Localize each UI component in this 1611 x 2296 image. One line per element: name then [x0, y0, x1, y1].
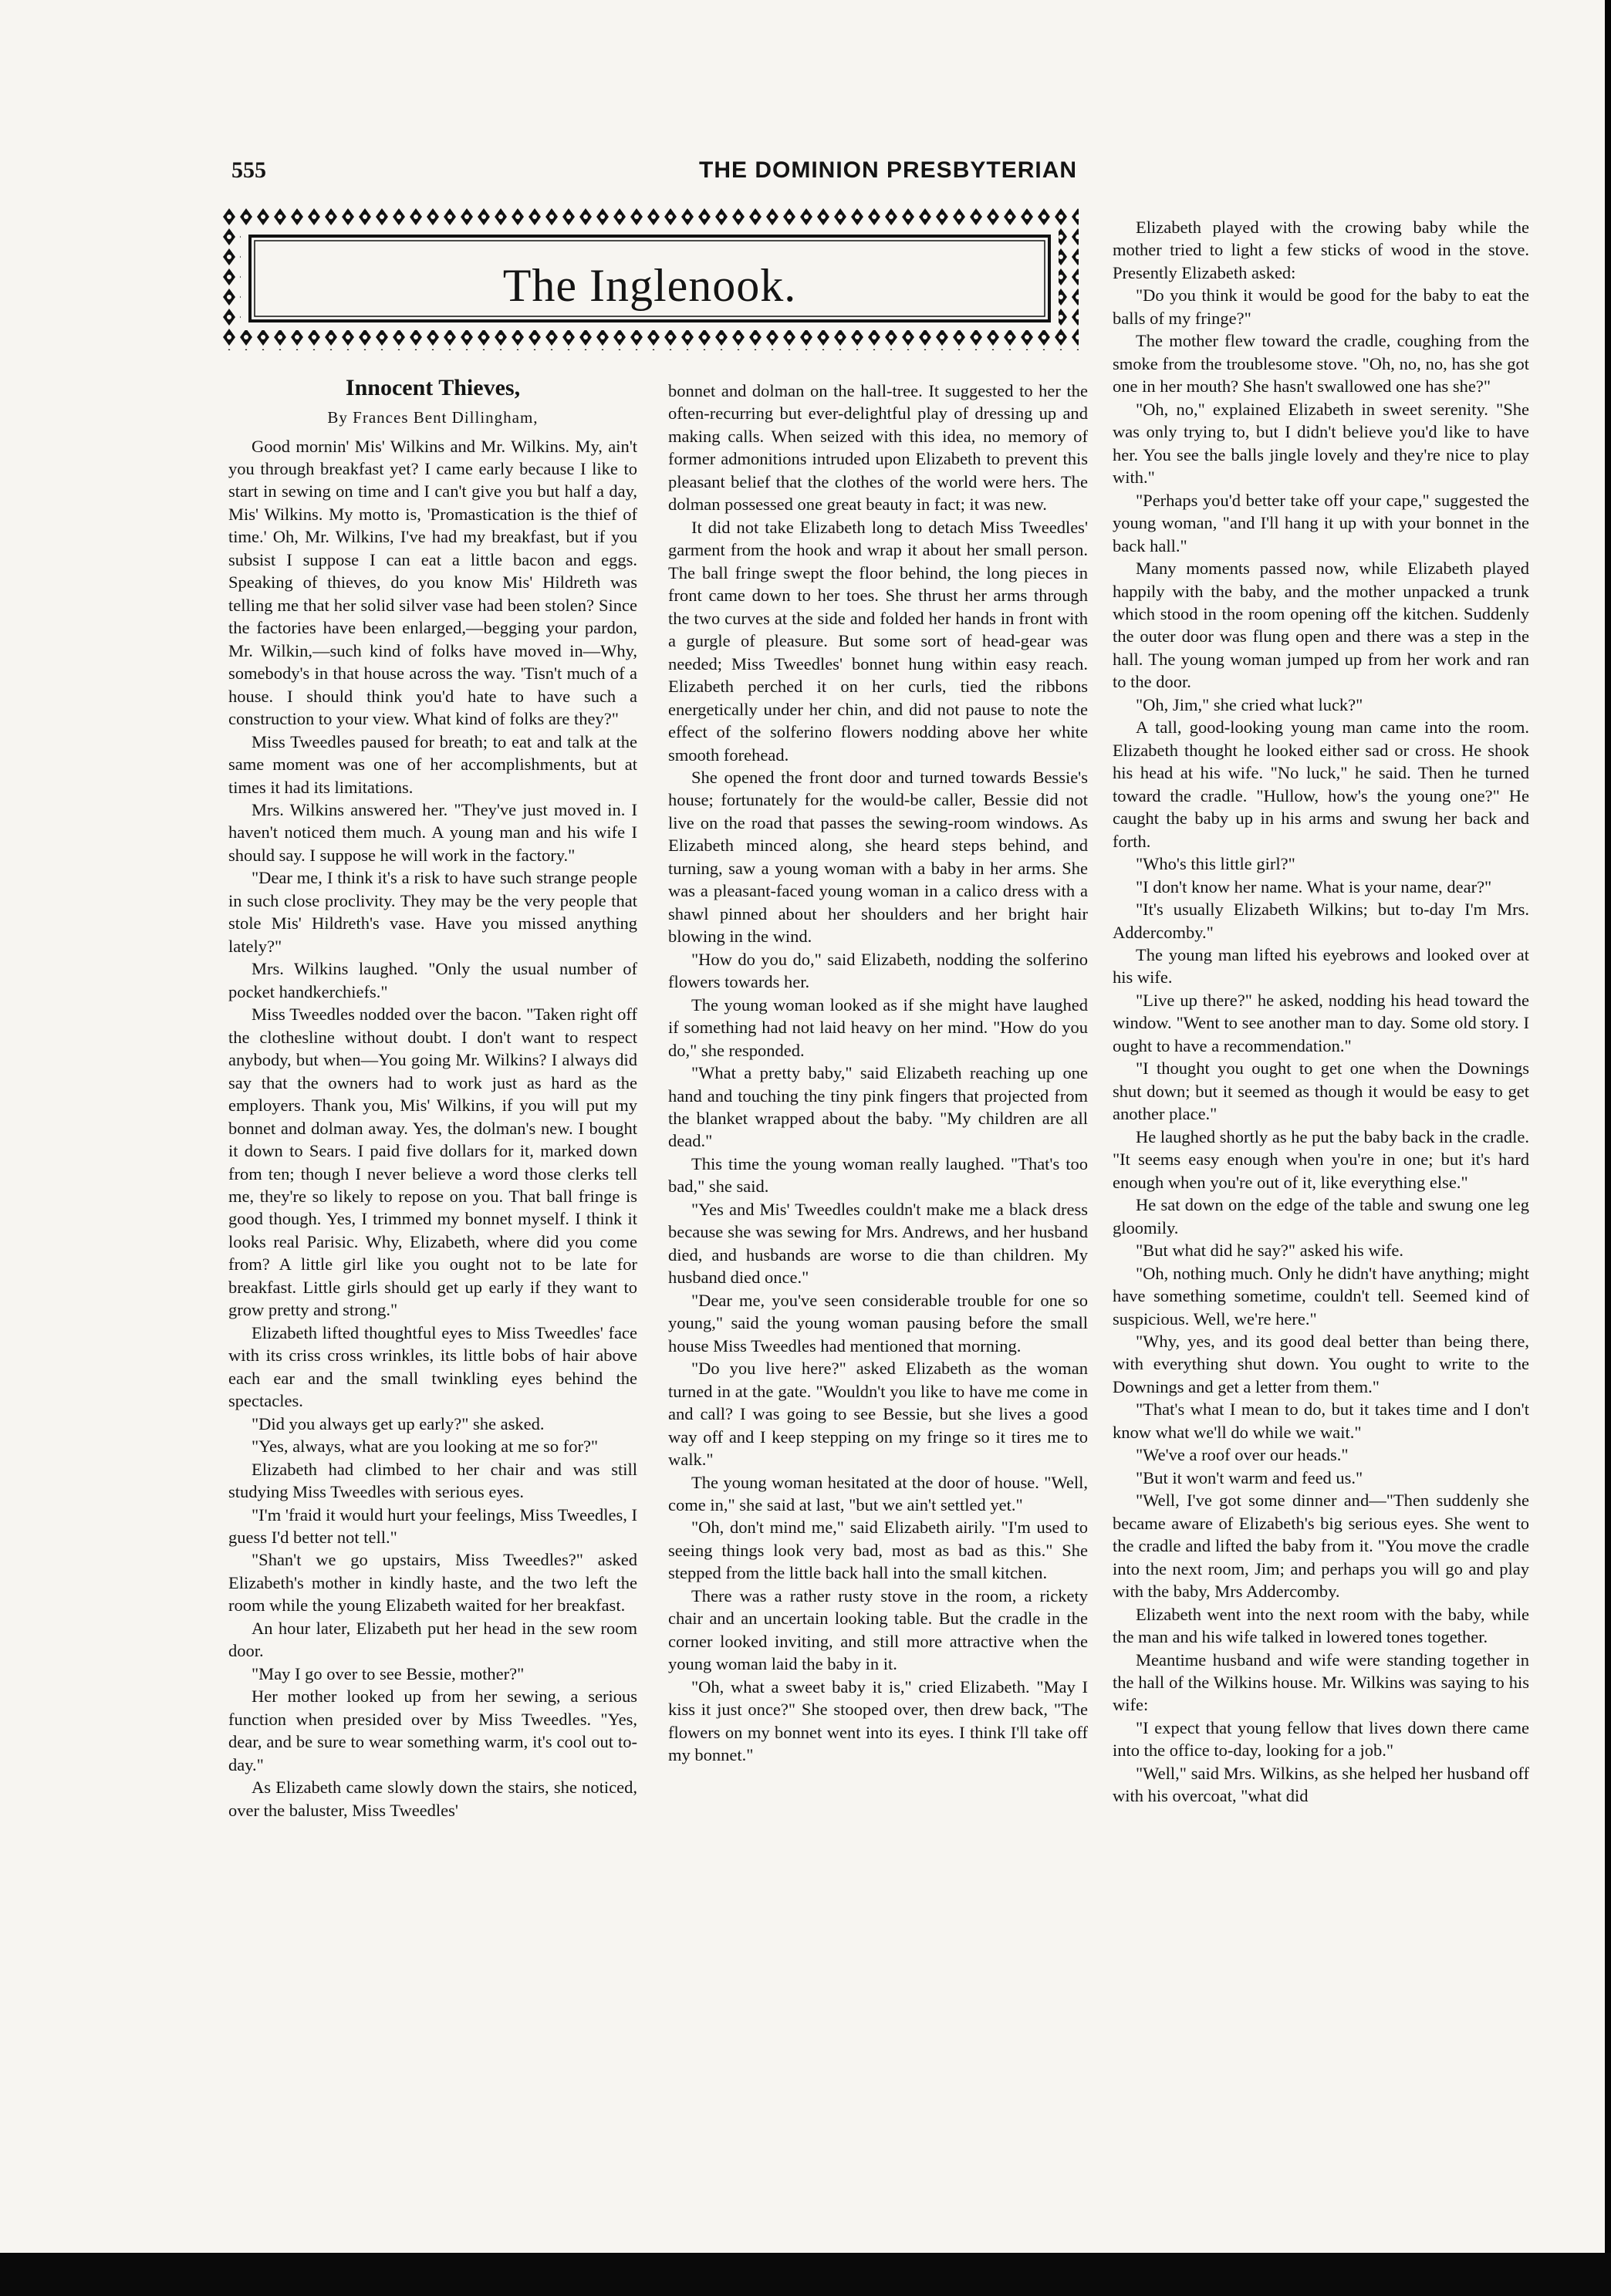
paragraph: bonnet and dolman on the hall-tree. It suggested to her the often-recurring but ever-delightful play of dressing up and making calls. When seized with this idea, no memory of former admonitions intruded upon Elizabeth to prevent this pleasant belief that the clothes of the world were hers. The dolman possessed one great beauty in fact; it was new. — [668, 381, 1088, 515]
story-title: Innocent Thieves, — [345, 375, 521, 400]
paragraph: He laughed shortly as he put the baby back in the cradle. "It seems easy enough when you're in one; but it's hard enough when you're out of it, like everything else." — [1113, 1126, 1529, 1192]
paragraph: Good mornin' Mis' Wilkins and Mr. Wilkins. My, ain't you through breakfast yet? I came early because I like to start in sewing on time and I can't give you but half a day, Mis' Wilkins. My motto is, 'Promastication is the thief of time.' Oh, Mr. Wilkins, I've had my breakfast, but if you subsist I suppose I can eat a little bacon and eggs. Speaking of thieves, do you know Mis' Hildreth was telling me that her solid silver vase had been stolen? Since the factories have been enlarged,—begging your pardon, Mr. Wilkin,—such kind of folks have moved in—Why, somebody's in that house across the way. 'Tisn't much of a house. I should think you'd hate to have such a construction to your view. What kind of folks are they?" — [228, 436, 637, 729]
paragraph: "I'm 'fraid it would hurt your feelings, Miss Tweedles, I guess I'd better not tell." — [228, 1504, 637, 1547]
paragraph: "Oh, don't mind me," said Elizabeth airily. "I'm used to seeing things look very bad, most as bad as this." She stepped from the little back hall into the small kitchen. — [668, 1518, 1088, 1583]
paragraph: "Oh, Jim," she cried what luck?" — [1136, 694, 1363, 714]
paragraph: "That's what I mean to do, but it takes time and I don't know what we'll do while we wait." — [1113, 1400, 1529, 1442]
paragraph: "Yes and Mis' Tweedles couldn't make me a black dress because she was sewing for Mrs. Andrews, and her husband died, and husbands are worse to die than children. My husband died once." — [668, 1199, 1088, 1288]
paragraph: "Do you live here?" asked Elizabeth as the woman turned in at the gate. "Wouldn't you like to have me come in and call? I was going to see Bessie, but she lives a good way off and I keep stepping on my fringe so it tires me to walk." — [668, 1359, 1088, 1470]
paragraph: The young woman hesitated at the door of house. "Well, come in," she said at last, "but we ain't settled yet." — [668, 1472, 1088, 1514]
paragraph: "Dear me, I think it's a risk to have such strange people in such close proclivity. They may be the very people that stole Mis' Hildreth's vase. Have you missed anything lately?" — [228, 868, 637, 956]
paragraph: "But it won't warm and feed us." — [1136, 1467, 1363, 1487]
section-title: The Inglenook. — [502, 260, 797, 311]
paragraph: "Oh, nothing much. Only he didn't have anything; might have something sometime, couldn't tell. Seemed kind of suspicious. Well, we're here." — [1113, 1263, 1529, 1329]
paragraph: Miss Tweedles paused for breath; to eat and talk at the same moment was one of her accomplishments, but at times it had its limitations. — [228, 731, 637, 797]
paragraph: Her mother looked up from her sewing, a serious function when presided over by Miss Tweedles. "Yes, dear, and be sure to wear something warm, it's cool out to-day." — [228, 1687, 637, 1774]
paragraph: "Shan't we go upstairs, Miss Tweedles?" asked Elizabeth's mother in kindly haste, and the two left the room while the young Elizabeth waited for her breakfast. — [228, 1550, 637, 1616]
paragraph: Mrs. Wilkins laughed. "Only the usual number of pocket handkerchiefs." — [228, 959, 637, 1001]
paragraph: This time the young woman really laughed. "That's too bad," she said. — [668, 1153, 1088, 1197]
page-number: 555 — [231, 157, 266, 183]
paragraph: Mrs. Wilkins answered her. "They've just moved in. I haven't noticed them much. A young man and his wife I should say. I suppose he will work in the factory." — [228, 800, 637, 865]
paragraph: Elizabeth went into the next room with the baby, while the man and his wife talked in lowered tones together. — [1113, 1604, 1529, 1647]
paragraph: "Live up there?" he asked, nodding his head toward the window. "Went to see another man to day. Some old story. I ought to have a recommendation." — [1113, 990, 1529, 1055]
paragraph: He sat down on the edge of the table and swung one leg gloomily. — [1113, 1195, 1529, 1237]
paragraph: "It's usually Elizabeth Wilkins; but to-day I'm Mrs. Addercomby." — [1113, 900, 1529, 942]
paragraph: Elizabeth lifted thoughtful eyes to Miss Tweedles' face with its criss cross wrinkles, its little bobs of hair above each ear and the small twinkling eyes behind the spectacles. — [228, 1322, 637, 1411]
paragraph: "How do you do," said Elizabeth, nodding the solferino flowers towards her. — [668, 949, 1088, 992]
paragraph: Meantime husband and wife were standing together in the hall of the Wilkins house. Mr. Wilkins was saying to his wife: — [1113, 1649, 1529, 1715]
paragraph: There was a rather rusty stove in the room, a rickety chair and an uncertain looking table. But the cradle in the corner looked inviting, and still more attractive when the young woman laid the baby in it. — [668, 1585, 1088, 1674]
paragraph: "We've a roof over our heads." — [1136, 1445, 1349, 1465]
paragraph: "Do you think it would be good for the baby to eat the balls of my fringe?" — [1113, 285, 1529, 328]
paragraph: "May I go over to see Bessie, mother?" — [252, 1663, 525, 1683]
column-1 — [228, 375, 637, 1822]
paragraph: "I thought you ought to get one when the Downings shut down; but it seemed as though it would be easy to get another place." — [1113, 1059, 1529, 1124]
paragraph: Elizabeth played with the crowing baby while the mother tried to light a few sticks of wood in the stove. Presently Elizabeth asked: — [1113, 218, 1529, 282]
paragraph: "Yes, always, what are you looking at me so for?" — [252, 1437, 599, 1457]
paragraph: "Well," said Mrs. Wilkins, as she helped her husband off with his overcoat, "what did — [1113, 1763, 1529, 1806]
paragraph: "I don't know her name. What is your name, dear?" — [1136, 876, 1492, 896]
paragraph: "Dear me, you've seen considerable trouble for one so young," said the young woman pausing before the small house Miss Tweedles had mentioned that morning. — [668, 1290, 1088, 1356]
paragraph: Elizabeth had climbed to her chair and was still studying Miss Tweedles with serious eyes. — [228, 1459, 637, 1502]
paragraph: The young woman looked as if she might have laughed if something had not laid heavy on her mind. "How do you do," she responded. — [668, 994, 1088, 1060]
publication-title: THE DOMINION PRESBYTERIAN — [699, 157, 1078, 183]
paragraph: A tall, good-looking young man came into the room. Elizabeth thought he looked either sad or cross. He shook his head at his wife. "No luck," he said. Then he turned toward the cradle. "Hullow, how's the young one?" He caught the baby up in his arms and swung her back and forth. — [1113, 718, 1529, 851]
paragraph: The mother flew toward the cradle, coughing from the smoke from the troublesome stove. "Oh, no, no, has she got one in her mouth? She hasn't swallowed one has she?" — [1113, 331, 1529, 397]
paragraph: It did not take Elizabeth long to detach Miss Tweedles' garment from the hook and wrap it about her small person. The ball fringe swept the floor behind, the long pieces in front came down to her toes. She thrust her arms through the two curves at the side and folded her hands in front with a gurgle of pleasure. But some sort of head-gear was needed; Miss Tweedles' bonnet hung within easy reach. Elizabeth perched it on her curls, tied the ribbons energetically under her chin, and did not pause to note the effect of the solferino flowers nodding above her white smooth forehead. — [668, 517, 1088, 765]
paragraph: "I expect that young fellow that lives down there came into the office to-day, looking for a job." — [1113, 1717, 1529, 1761]
paragraph: "Did you always get up early?" she asked. — [252, 1413, 545, 1433]
column-3 — [1113, 216, 1529, 1808]
paragraph: As Elizabeth came slowly down the stairs, she noticed, over the baluster, Miss Tweedles' — [228, 1778, 637, 1820]
paragraph: She opened the front door and turned towards Bessie's house; fortunately for the would-be caller, Bessie did not live on the road that passes the sewing-room windows. As Elizabeth minced along, she heard steps behind, and turning, saw a young woman with a baby in her arms. She was a pleasant-faced young woman in a calico dress with a shawl pinned about her shoulders and her bright hair blowing in the wind. — [668, 767, 1088, 947]
paragraph: An hour later, Elizabeth put her head in the sew room door. — [228, 1618, 637, 1661]
section-title-frame — [221, 207, 1079, 350]
column-2 — [668, 380, 1088, 1767]
paragraph: "Well, I've got some dinner and—"Then suddenly she became aware of Elizabeth's big serious eyes. She went to the cradle and lifted the baby from it. "You move the cradle into the next room, Jim; and perhaps you will go and play with the baby, Mrs Addercomby. — [1113, 1491, 1529, 1602]
paragraph: "Oh, no," explained Elizabeth in sweet serenity. "She was only trying to, but I didn't believe you'd like to have her. You see the balls jingle lovely and they're nice to play with." — [1113, 399, 1529, 488]
story-byline: By Frances Bent Dillingham, — [327, 408, 539, 427]
scan-edge — [0, 2253, 1611, 2296]
paragraph: "What a pretty baby," said Elizabeth reaching up one hand and touching the tiny pink fingers that projected from the blanket wrapped about the baby. "My children are all dead." — [668, 1063, 1088, 1151]
paragraph: "But what did he say?" asked his wife. — [1136, 1241, 1404, 1261]
paragraph: "Why, yes, and its good deal better than being there, with everything shut down. You ought to write to the Downings and get a letter from them." — [1113, 1331, 1529, 1396]
paragraph: Miss Tweedles nodded over the bacon. "Taken right off the clothesline without doubt. I don't want to respect anybody, but when—You going Mr. Wilkins? I always did say that the owners had to work just as hard as the employers. Thank you, Mis' Wilkins, if you will put my bonnet and dolman away. Yes, the dolman's new. I bought it down to Sears. I paid five dollars for it, marked down from ten; though I never believe a word those clerks tell me, they're so likely to repose on you. That ball fringe is good though. Yes, I trimmed my bonnet myself. I think it looks real Parisic. Why, Elizabeth, where did you come from? A little girl like you ought not to be late for breakfast. Little girls should get up early if they want to grow pretty and strong." — [228, 1004, 637, 1320]
paragraph: The young man lifted his eyebrows and looked over at his wife. — [1113, 945, 1529, 988]
paragraph: "Who's this little girl?" — [1136, 854, 1295, 874]
paragraph: "Perhaps you'd better take off your cape," suggested the young woman, "and I'll hang it up with your bonnet in the back hall." — [1113, 490, 1529, 555]
paragraph: "Oh, what a sweet baby it is," cried Elizabeth. "May I kiss it just once?" She stooped over, then drew back, "The flowers on my bonnet went into its eyes. I think I'll take off my bonnet." — [668, 1676, 1088, 1765]
paragraph: Many moments passed now, while Elizabeth played happily with the baby, and the mother unpacked a trunk which stood in the room opening off the kitchen. Suddenly the outer door was flung open and there was a step in the hall. The young woman jumped up from her work and ran to the door. — [1113, 559, 1529, 692]
